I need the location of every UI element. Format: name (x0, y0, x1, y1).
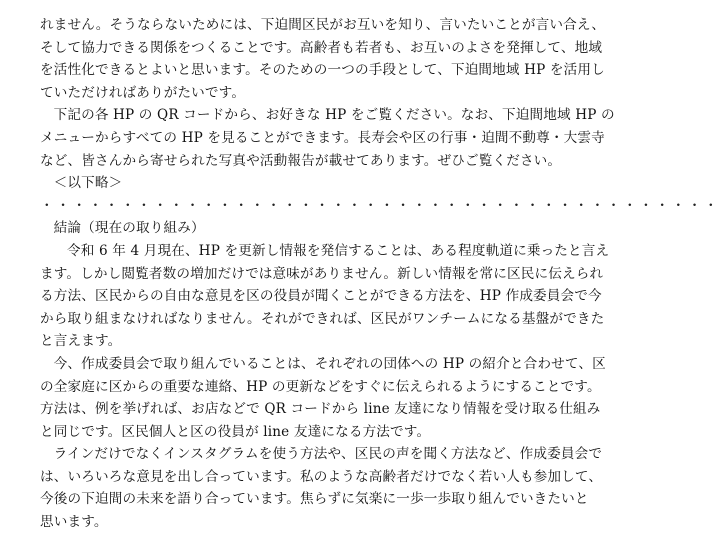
document-page (40, 14, 720, 534)
text-line: 今後の下迫間の未来を語り合っています。焦らずに気楽に一歩一歩取り組んでいきたいと (40, 491, 589, 508)
text-line: ます。しかし閲覧者数の増加だけでは意味がありません。新しい情報を常に区民に伝えられ (40, 265, 604, 282)
intro-paragraph (40, 14, 606, 104)
qr-paragraph (40, 104, 615, 194)
conclusion-section (40, 217, 610, 533)
text-line: など、皆さんから寄せられた写真や活動報告が載せてあります。ぜひご覧ください。 (40, 152, 562, 169)
text-line: る方法、区民からの自由な意見を区の役員が聞くことができる方法を、HP 作成委員会で今 (40, 288, 602, 305)
section-heading: 結論（現在の取り組み） (53, 220, 205, 237)
text-line: 今、作成委員会で取り組んでいることは、それぞれの団体への HP の紹介と合わせて、区 (53, 355, 606, 372)
text-line: 方法は、例を挙げれば、お店などで QR コードから line 友達になり情報を受け取る仕組み (40, 401, 601, 418)
conclusion-paragraph-1 (40, 240, 610, 353)
text-line: そして協力できる関係をつくることです。高齢者も若者も、お互いのよさを発揮して、地域 (40, 39, 603, 56)
text-line: 思います。 (40, 514, 108, 531)
text-line: の全家庭に区からの重要な連絡、HP の更新などをすぐに伝えられるようにすることです。 (40, 378, 601, 395)
text-line: 下記の各 HP の QR コードから、お好きな HP をご覧ください。なお、下迫間地域 HP の (53, 107, 615, 124)
text-line: から取り組まなければなりません。それができれば、区民がワンチームになる基盤ができた (40, 310, 605, 327)
conclusion-paragraph-3 (40, 443, 603, 533)
omitted-note: ＜以下略＞ (53, 175, 123, 192)
text-line: は、いろいろな意見を出し合っています。私のような高齢者だけでなく若い人も参加して、 (40, 468, 603, 485)
text-line: メニューからすべての HP を見ることができます。長寿会や区の行事・迫間不動尊・大雲寺 (40, 129, 605, 146)
text-line: 令和 6 年 4 月現在、HP を更新し情報を発信することは、ある程度軌道に乗ったと言え (67, 242, 610, 259)
text-line: ラインだけでなくインスタグラムを使う方法や、区民の声を聞く方法など、作成委員会で (53, 446, 603, 463)
text-line: ていただければありがたいです。 (40, 84, 246, 101)
text-line: と言えます。 (40, 333, 122, 350)
text-line: と同じです。区民個人と区の役員が line 友達になる方法です。 (40, 423, 431, 440)
text-line: を活性化できるとよいと思います。そのための一つの手段として、下迫間地域 HP を活用し (40, 62, 605, 79)
dotted-separator: ・・・・・・・・・・・・・・・・・・・・・・・・・・・・・・・・・・・・・・・・・・ (40, 197, 720, 214)
conclusion-paragraph-2 (40, 353, 606, 443)
text-line: れません。そうならないためには、下迫間区民がお互いを知り、言いたいことが言い合え、 (40, 17, 606, 33)
